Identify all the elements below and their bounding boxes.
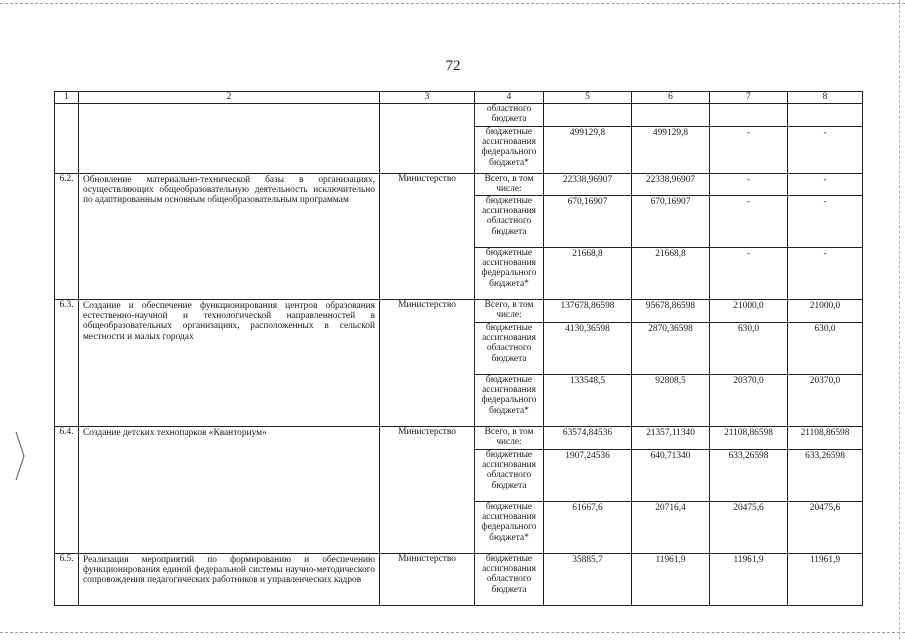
cell-value-6: 22338,96907 <box>632 174 710 196</box>
scan-edge-bottom <box>0 632 905 633</box>
cell-value-5: 61667,6 <box>544 502 632 554</box>
cell-executor: Министерство <box>380 174 475 300</box>
scan-edge-top <box>0 3 905 4</box>
cell-num <box>55 104 79 174</box>
col-header-6: 6 <box>632 92 710 104</box>
cell-name <box>79 104 380 174</box>
cell-value-6: 92808,5 <box>632 375 710 427</box>
cell-source: бюджетные ассигнования областного бюджета <box>475 450 544 502</box>
budget-table <box>54 91 863 606</box>
cell-source: бюджетные ассигнования областного бюджета <box>475 554 544 606</box>
cell-source: бюджетные ассигнования федерального бюджета* <box>475 248 544 300</box>
cell-value-7: 21108,86598 <box>710 427 788 450</box>
cell-value-8: - <box>788 196 863 248</box>
cell-value-5: 22338,96907 <box>544 174 632 196</box>
cell-name: Создание детских технопарков «Кванториум» <box>79 427 380 554</box>
cell-value-7: 633,26598 <box>710 450 788 502</box>
cell-value-7: 21000,0 <box>710 300 788 323</box>
cell-source: Всего, в том числе: <box>475 174 544 196</box>
table-row <box>55 300 863 323</box>
scan-edge-right <box>899 0 900 640</box>
cell-source: областного бюджета <box>475 104 544 127</box>
cell-value-8: 21108,86598 <box>788 427 863 450</box>
col-header-8: 8 <box>788 92 863 104</box>
cell-value-5: 133548,5 <box>544 375 632 427</box>
col-header-7: 7 <box>710 92 788 104</box>
cell-executor: Министерство <box>380 300 475 427</box>
cell-value-7: 20370,0 <box>710 375 788 427</box>
cell-value-5: 1907,24536 <box>544 450 632 502</box>
cell-value-5: 21668,8 <box>544 248 632 300</box>
cell-value-8: 21000,0 <box>788 300 863 323</box>
cell-value-6: 21357,11340 <box>632 427 710 450</box>
cell-num: 6.5. <box>55 554 79 606</box>
cell-source: бюджетные ассигнования федерального бюджета* <box>475 375 544 427</box>
cell-value-7: 11961,9 <box>710 554 788 606</box>
cell-value-8: - <box>788 248 863 300</box>
col-header-4: 4 <box>475 92 544 104</box>
cell-executor <box>380 104 475 174</box>
cell-source: бюджетные ассигнования областного бюджета <box>475 323 544 375</box>
margin-bracket-mark <box>14 432 26 480</box>
cell-value-8: 11961,9 <box>788 554 863 606</box>
table-row <box>55 554 863 606</box>
cell-name: Обновление материально-технической базы в организациях, осуществляющих общеобразовательную деятельность исключительно по адаптированным основным общеобразовательным программам <box>79 174 380 300</box>
cell-value-6: 20716,4 <box>632 502 710 554</box>
table-row <box>55 174 863 196</box>
cell-source: Всего, в том числе: <box>475 300 544 323</box>
cell-source: бюджетные ассигнования областного бюджета <box>475 196 544 248</box>
table-header-row <box>55 92 863 104</box>
cell-source: бюджетные ассигнования федерального бюджета* <box>475 127 544 174</box>
cell-value-5: 670,16907 <box>544 196 632 248</box>
cell-value-5: 35885,7 <box>544 554 632 606</box>
cell-value-8: - <box>788 174 863 196</box>
cell-value-7 <box>710 104 788 127</box>
cell-value-7: - <box>710 196 788 248</box>
cell-num: 6.4. <box>55 427 79 554</box>
page-number: 72 <box>445 58 461 74</box>
cell-value-8: 630,0 <box>788 323 863 375</box>
cell-source: Всего, в том числе: <box>475 427 544 450</box>
col-header-1: 1 <box>55 92 79 104</box>
cell-source: бюджетные ассигнования федерального бюджета* <box>475 502 544 554</box>
cell-value-5: 499129,8 <box>544 127 632 174</box>
cell-value-6: 11961,9 <box>632 554 710 606</box>
cell-num: 6.3. <box>55 300 79 427</box>
cell-value-7: - <box>710 248 788 300</box>
cell-value-8: 633,26598 <box>788 450 863 502</box>
cell-value-6: 95678,86598 <box>632 300 710 323</box>
cell-executor: Министерство <box>380 554 475 606</box>
col-header-5: 5 <box>544 92 632 104</box>
cell-value-5: 63574,84536 <box>544 427 632 450</box>
cell-value-6: 640,71340 <box>632 450 710 502</box>
cell-value-8: 20370,0 <box>788 375 863 427</box>
cell-value-5: 137678,86598 <box>544 300 632 323</box>
cell-value-6 <box>632 104 710 127</box>
cell-value-7: - <box>710 127 788 174</box>
cell-value-7: 20475,6 <box>710 502 788 554</box>
cell-value-7: 630,0 <box>710 323 788 375</box>
cell-value-8 <box>788 104 863 127</box>
cell-value-7: - <box>710 174 788 196</box>
cell-value-6: 21668,8 <box>632 248 710 300</box>
cell-value-8: - <box>788 127 863 174</box>
col-header-2: 2 <box>79 92 380 104</box>
cell-name: Создание и обеспечение функционирования центров образования естественно-научной и технологической направленностей в общеобразовательных организациях, расположенных в сельской местности и малых городах <box>79 300 380 427</box>
cell-value-5 <box>544 104 632 127</box>
table-row <box>55 104 863 127</box>
cell-name: Реализация мероприятий по формированию и обеспечению функционирования единой федеральной системы научно-методического сопровождения педагогических работников и управленческих кадров <box>79 554 380 606</box>
cell-value-6: 2870,36598 <box>632 323 710 375</box>
col-header-3: 3 <box>380 92 475 104</box>
cell-value-5: 4130,36598 <box>544 323 632 375</box>
cell-value-8: 20475,6 <box>788 502 863 554</box>
cell-executor: Министерство <box>380 427 475 554</box>
cell-value-6: 499129,8 <box>632 127 710 174</box>
table-row <box>55 427 863 450</box>
cell-num: 6.2. <box>55 174 79 300</box>
cell-value-6: 670,16907 <box>632 196 710 248</box>
